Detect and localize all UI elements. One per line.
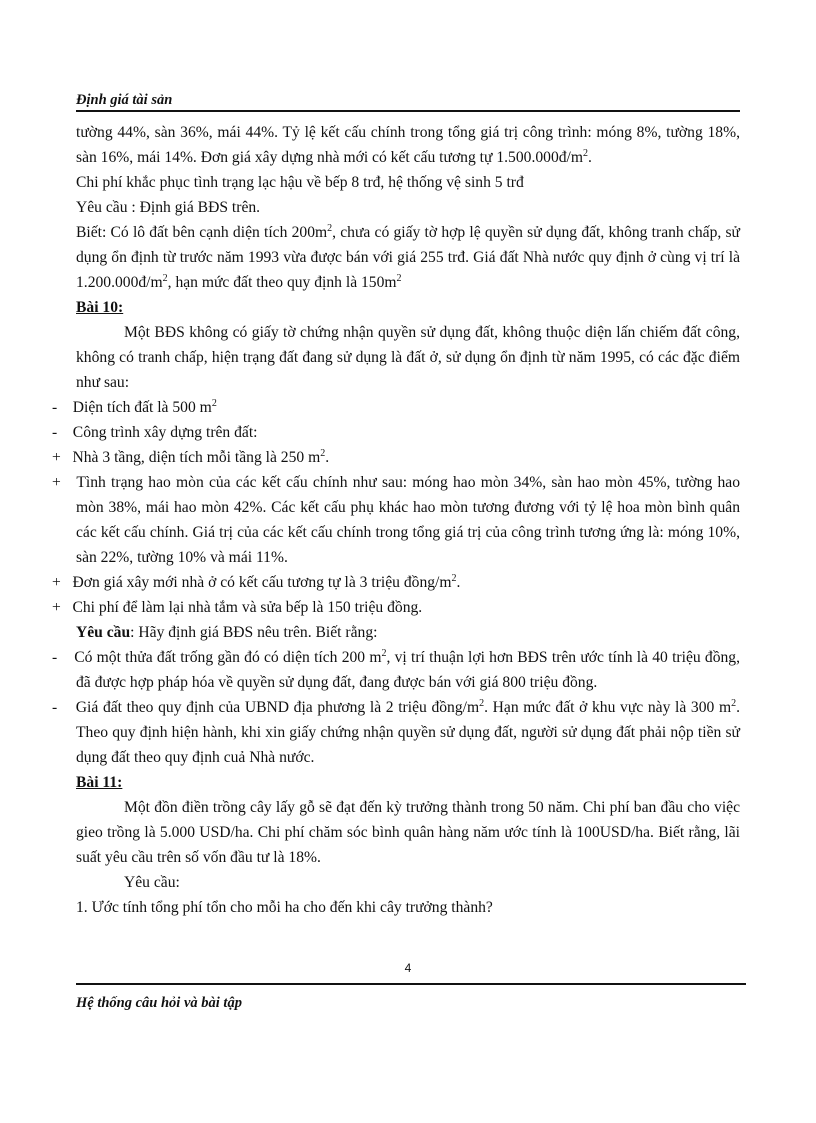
list-item: - Công trình xây dựng trên đất: [52, 424, 258, 441]
given-paragraph [76, 220, 740, 295]
text-run: - Diện tích đất là 500 m [52, 399, 212, 416]
text-run: . [325, 449, 330, 466]
sub-list-item: + Tình trạng hao mòn của các kết cấu chính như sau: móng hao mòn 34%, sàn hao mòn 45%, tường hao mòn 38%, mái hao mòn 42%. Các kết cấu phụ khác hao mòn tương đương với tỷ lệ hoa mòn bình quân các kết cấu chính. Giá trị của các kết cấu chính trong tổng giá trị của công trình tương ứng là: móng 10%, sàn 22%, tường 10% và mái 11%. [52, 474, 740, 566]
text-run: . [456, 574, 461, 591]
bai-11-heading: Bài 11: [76, 774, 123, 791]
superscript: 2 [479, 698, 485, 709]
bai-11-question-1: 1. Ước tính tổng phí tổn cho mỗi ha cho đến khi cây trưởng thành? [76, 899, 493, 916]
continuation-paragraph [76, 120, 740, 170]
page-body [52, 120, 741, 920]
superscript: 2 [320, 448, 326, 459]
continuation-line: Chi phí khắc phục tình trạng lạc hậu về bếp 8 trđ, hệ thống vệ sinh 5 trđ [76, 174, 524, 191]
bai-10-heading: Bài 10: [76, 299, 124, 316]
text-run: + Nhà 3 tầng, diện tích mỗi tầng là 250 m [52, 449, 321, 466]
text-run: , chưa có giấy tờ hợp lệ quyền sử dụng đất, không tranh chấp, sử dụng ổn định từ trước năm 1993 vừa được bán với giá 255 trđ. Giá đất Nhà nước quy định ở cùng vị trí là 1.200.000đ/m [76, 224, 740, 291]
text-run: : Hãy định giá BĐS nêu trên. Biết rằng: [130, 624, 378, 641]
text-run: + Đơn giá xây mới nhà ở có kết cấu tương tự là 3 triệu đồng/m [52, 574, 452, 591]
running-footer-title: Hệ thống câu hỏi và bài tập [76, 995, 242, 1011]
condition-item [52, 645, 741, 695]
sub-list-item [52, 570, 740, 595]
superscript: 2 [396, 273, 402, 284]
superscript: 2 [731, 698, 737, 709]
superscript: 2 [162, 273, 168, 284]
text-run: tường 44%, sàn 36%, mái 44%. Tỷ lệ kết cấu chính trong tổng giá trị công trình: móng 8%, tường 18%, sàn 16%, mái 14%. Đơn giá xây dựng nhà mới có kết cấu tương tự 1.500.000đ/m [76, 124, 740, 166]
superscript: 2 [211, 398, 217, 409]
continuation-line: Yêu cầu : Định giá BĐS trên. [76, 199, 261, 216]
text-run: - Có một thửa đất trống gần đó có diện tích 200 m [52, 649, 382, 666]
text-run: - Giá đất theo quy định của UBND địa phương là 2 triệu đồng/m [52, 699, 480, 716]
text-run: , vị trí thuận lợi hơn BĐS trên ước tính là 40 triệu đồng, đã được hợp pháp hóa về quyền sử dụng đất, đang được bán với giá 800 triệu đồng. [76, 649, 741, 691]
superscript: 2 [583, 148, 588, 159]
header-rule [76, 110, 740, 112]
running-header-title: Định giá tài sản [76, 92, 173, 108]
superscript: 2 [451, 573, 457, 584]
page-number: 4 [404, 961, 412, 975]
text-run: . Theo quy định hiện hành, khi xin giấy chứng nhận quyền sử dụng đất, người sử dụng đất phải nộp tiền sử dụng đất theo quy định cuả Nhà nước. [76, 699, 740, 766]
text-run: Biết: Có lô đất bên cạnh diện tích 200m [76, 224, 328, 241]
text-run: , hạn mức đất theo quy định là 150m [167, 274, 397, 291]
footer-rule [76, 983, 746, 985]
bai-10-intro: Một BĐS không có giấy tờ chứng nhận quyền sử dụng đất, không thuộc diện lấn chiếm đất công, không có tranh chấp, hiện trạng đất đang sử dụng là đất ở, sử dụng ổn định từ năm 1995, có các đặc điểm như sau: [76, 324, 740, 391]
requirement-label: Yêu cầu [76, 624, 131, 641]
bai-11-requirement: Yêu cầu: [124, 874, 180, 891]
sub-list-item [52, 445, 740, 470]
list-item [52, 395, 740, 420]
condition-item [52, 695, 740, 770]
text-run: . [588, 149, 592, 166]
bai-10-requirement [76, 620, 740, 645]
bai-11-intro: Một đồn điền trồng cây lấy gỗ sẽ đạt đến kỳ trưởng thành trong 50 năm. Chi phí ban đầu cho việc gieo trồng là 5.000 USD/ha. Chi phí chăm sóc bình quân hàng năm ước tính là 100USD/ha. Biết rằng, lãi suất yêu cầu trên số vốn đầu tư là 18%. [76, 799, 740, 866]
superscript: 2 [327, 223, 333, 234]
text-run: . Hạn mức đất ở khu vực này là 300 m [484, 699, 732, 716]
superscript: 2 [381, 648, 387, 659]
sub-list-item: + Chi phí để làm lại nhà tắm và sửa bếp là 150 triệu đồng. [52, 599, 423, 616]
